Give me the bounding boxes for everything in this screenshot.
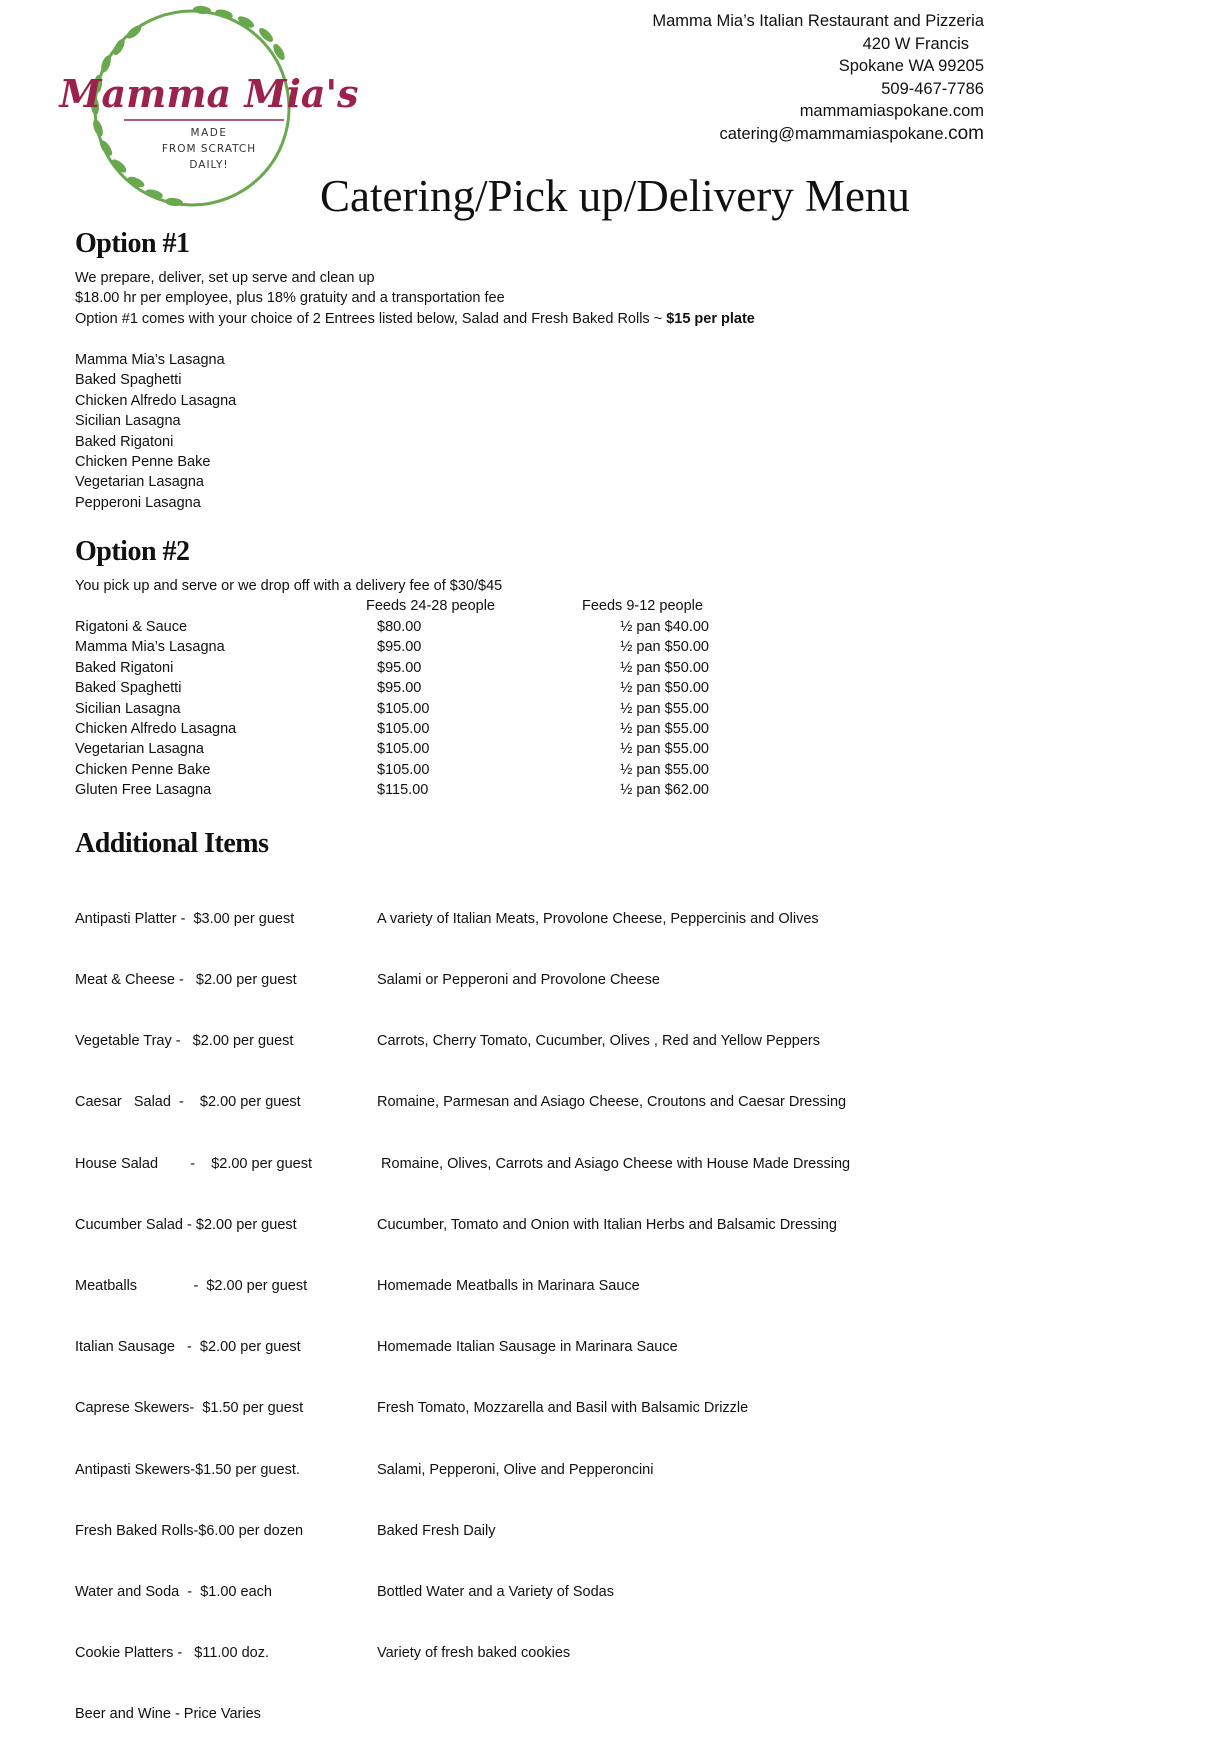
phone-number: 509-467-7786 [881,79,984,98]
full-pan-price: $105.00 [377,700,430,717]
col-header-full: Feeds 24-28 people [366,598,495,614]
additional-item: Caesar Salad - $2.00 per guest [75,1094,301,1111]
full-pan-price: $105.00 [377,741,430,758]
half-pan-price: ½ pan $40.00 [620,619,709,635]
additional-desc: Bottled Water and a Variety of Sodas [377,1584,614,1601]
entree-item: Chicken Alfredo Lasagna [75,392,237,409]
pan-item-name: Baked Spaghetti [75,680,182,697]
restaurant-name: Mamma Mia’s Italian Restaurant and Pizzeria [652,12,984,30]
additional-item: Water and Soda - $1.00 each [75,1584,272,1601]
entree-item: Vegetarian Lasagna [75,474,204,491]
half-pan-price: ½ pan $55.00 [620,741,709,758]
pan-item-name: Gluten Free Lasagna [75,782,212,799]
pan-item-name: Vegetarian Lasagna [75,741,204,758]
full-pan-price: $95.00 [377,659,422,676]
option1-line-2: $18.00 hr per employee, plus 18% gratuity and a transportation fee [75,290,505,306]
additional-item: Meat & Cheese - $2.00 per guest [75,972,297,989]
option1-heading: Option #1 [75,228,190,259]
full-pan-price: $115.00 [377,782,429,799]
half-pan-price: ½ pan $50.00 [620,680,709,697]
email-prefix: catering@mammamiaspokane. [719,124,949,143]
additional-desc [377,1704,850,1724]
entree-item: Sicilian Lasagna [75,413,181,430]
page-title: Catering/Pick up/Delivery Menu [320,171,910,221]
additional-heading: Additional Items [75,828,269,859]
additional-item: Italian Sausage - $2.00 per guest [75,1339,301,1356]
additional-desc: Romaine, Olives, Carrots and Asiago Cheese with House Made Dressing [377,1155,851,1172]
additional-item: Beer and Wine - Price Varies [75,1706,261,1723]
additional-desc: Homemade Meatballs in Marinara Sauce [377,1278,640,1295]
option2-full-prices [377,617,429,801]
half-pan-price: ½ pan $55.00 [620,720,709,737]
additional-desc: Fresh Tomato, Mozzarella and Basil with Balsamic Drizzle [377,1400,749,1417]
city-state-zip: Spokane WA 99205 [838,57,984,75]
additional-item: Cucumber Salad - $2.00 per guest [75,1216,297,1233]
additional-item: House Salad - $2.00 per guest [75,1155,312,1172]
half-pan-price: ½ pan $50.00 [620,659,709,676]
pan-item-name: Baked Rigatoni [75,659,174,676]
additional-desc: Homemade Italian Sausage in Marinara Sauce [377,1339,678,1356]
additional-desc: Cucumber, Tomato and Onion with Italian Herbs and Balsamic Dressing [377,1216,837,1233]
col-header-half: Feeds 9-12 people [582,598,703,614]
pan-item-name: Chicken Penne Bake [75,761,211,778]
logo-tagline-made: MADE [190,127,228,139]
pan-item-name: Rigatoni & Sauce [75,619,188,635]
logo-tagline-scratch: FROM SCRATCH [161,143,257,155]
option1-line-1: We prepare, deliver, set up serve and clean up [75,270,375,286]
additional-items [75,868,312,1745]
additional-desc: Variety of fresh baked cookies [377,1645,571,1662]
additional-desc: Romaine, Parmesan and Asiago Cheese, Croutons and Caesar Dressing [377,1094,847,1111]
additional-desc: Baked Fresh Daily [377,1522,496,1539]
contact-info [652,10,984,145]
additional-desc: A variety of Italian Meats, Provolone Cheese, Peppercinis and Olives [377,910,819,927]
additional-desc: Salami or Pepperoni and Provolone Cheese [377,972,660,989]
logo-brand-text: Mamma Mia's [59,71,359,116]
option2-half-prices [560,617,709,801]
half-pan-price: ½ pan $55.00 [620,700,709,717]
additional-item: Meatballs - $2.00 per guest [75,1278,308,1295]
additional-descriptions [377,868,850,1745]
pan-item-name: Mamma Mia’s Lasagna [75,639,225,656]
additional-desc: Salami, Pepperoni, Olive and Pepperoncini [377,1461,654,1478]
additional-item: Fresh Baked Rolls-$6.00 per dozen [75,1522,304,1539]
option1-entree-list [75,350,236,513]
website-link: mammamiaspokane.com [799,102,984,120]
entree-item: Pepperoni Lasagna [75,494,201,511]
email-address [652,123,984,146]
half-pan-price: ½ pan $50.00 [620,639,709,656]
full-pan-price: $95.00 [377,639,422,656]
additional-item: Caprese Skewers- $1.50 per guest [75,1400,304,1417]
logo-tagline-daily: DAILY! [189,159,229,171]
full-pan-price: $105.00 [377,720,430,737]
half-pan-price: ½ pan $62.00 [620,782,709,799]
entree-item: Mamma Mia’s Lasagna [75,352,225,368]
entree-item: Baked Spaghetti [75,372,182,389]
option2-intro: You pick up and serve or we drop off with a delivery fee of $30/$45 [75,578,503,594]
full-pan-price: $95.00 [377,680,422,697]
half-pan-price: ½ pan $55.00 [620,761,709,778]
full-pan-price: $80.00 [377,619,422,635]
email-suffix: com [948,122,984,144]
additional-item: Vegetable Tray - $2.00 per guest [75,1033,294,1050]
option1-choice-price: $15 per plate [666,311,755,327]
pan-item-name: Sicilian Lasagna [75,700,181,717]
option2-heading: Option #2 [75,536,190,567]
option2-names [75,617,236,801]
street-address: 420 W Francis [862,34,969,53]
entree-item: Baked Rigatoni [75,433,174,450]
additional-item: Cookie Platters - $11.00 doz. [75,1645,269,1662]
additional-item: Antipasti Platter - $3.00 per guest [75,910,295,927]
option1-choice-text: Option #1 comes with your choice of 2 Entrees listed below, Salad and Fresh Baked Rolls ~ [75,311,667,327]
additional-item: Antipasti Skewers-$1.50 per guest. [75,1461,300,1478]
full-pan-price: $105.00 [377,761,430,778]
option1-choice [75,309,755,329]
entree-item: Chicken Penne Bake [75,453,211,470]
additional-desc: Carrots, Cherry Tomato, Cucumber, Olives , Red and Yellow Peppers [377,1033,820,1050]
pan-item-name: Chicken Alfredo Lasagna [75,720,237,737]
